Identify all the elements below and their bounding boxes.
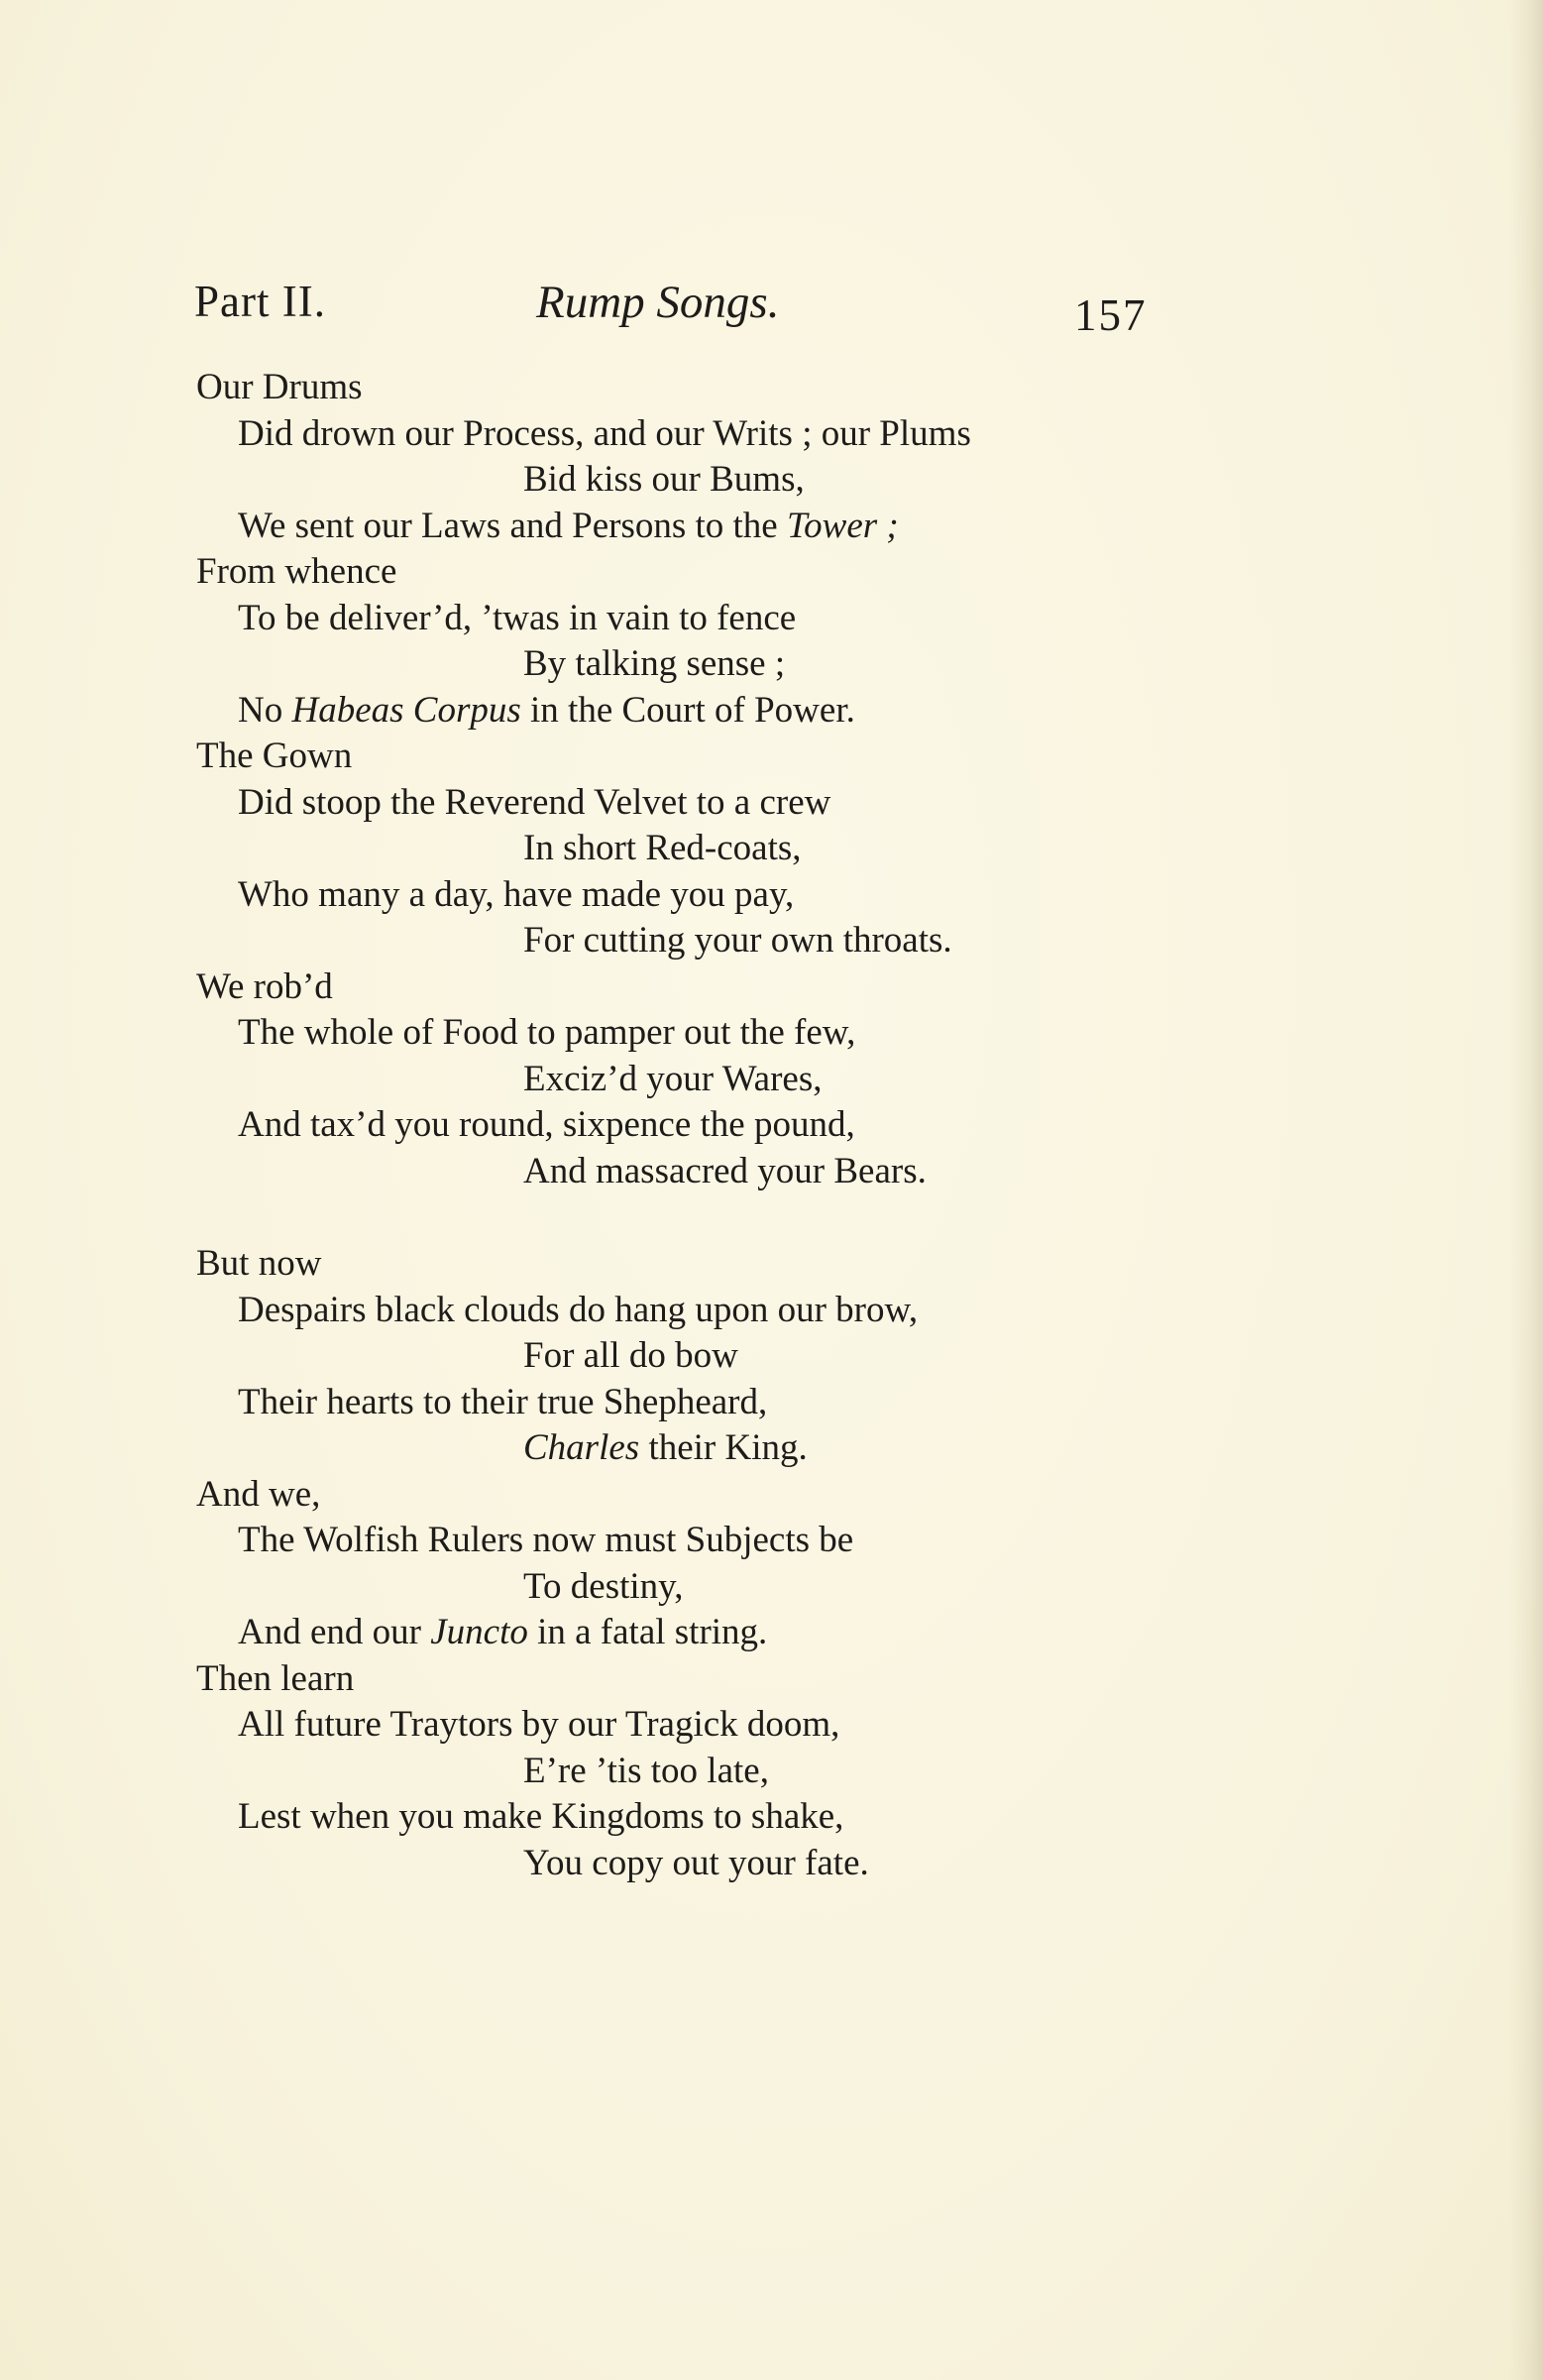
line-text: And end our [238, 1612, 431, 1652]
poem-line: And we, [196, 1474, 321, 1515]
poem-line: And massacred your Bears. [523, 1151, 927, 1191]
poem-line: The Wolfish Rulers now must Subjects be [238, 1520, 854, 1560]
poem-line [523, 1429, 808, 1466]
poem-line: Their hearts to their true Shepheard, [238, 1382, 768, 1422]
poem-line: But now [196, 1243, 322, 1284]
poem-line: Then learn [196, 1658, 355, 1699]
poem-line: Despairs black clouds do hang upon our brow, [238, 1290, 919, 1330]
page-edge-shadow [1509, 0, 1543, 2380]
poem-line: All future Traytors by our Tragick doom, [238, 1704, 840, 1745]
line-text: We sent our Laws and Persons to the [238, 506, 787, 546]
line-italic-text: Juncto [430, 1612, 528, 1652]
poem-line: Who many a day, have made you pay, [238, 874, 795, 915]
poem-line: To be deliver’d, ’twas in vain to fence [238, 598, 797, 638]
poem-line: Did drown our Process, and our Writs ; our Plums [238, 413, 971, 454]
running-title: Rump Songs. [536, 277, 780, 328]
poem-line: Lest when you make Kingdoms to shake, [238, 1796, 844, 1837]
running-part-label: Part II. [194, 277, 326, 326]
poem-line: From whence [196, 551, 397, 592]
poem-line: The whole of Food to pamper out the few, [238, 1012, 856, 1053]
poem-line: E’re ’tis too late, [523, 1751, 769, 1791]
poem-line [238, 692, 855, 729]
poem-line: The Gown [196, 736, 353, 776]
poem-line: You copy out your fate. [523, 1843, 869, 1883]
line-italic-text: Charles [523, 1427, 640, 1468]
poem-line: We rob’d [196, 966, 333, 1007]
poem-line: For all do bow [523, 1335, 738, 1376]
line-text: their King. [639, 1427, 808, 1468]
line-text: No [238, 690, 292, 731]
page-number: 157 [1074, 290, 1148, 340]
running-header [194, 276, 1156, 345]
poem-line: Our Drums [196, 367, 363, 407]
poem-line [238, 508, 899, 544]
poem-line: To destiny, [523, 1566, 684, 1607]
poem-line: For cutting your own throats. [523, 920, 952, 961]
line-text: in a fatal string. [527, 1612, 768, 1652]
line-italic-text: Habeas Corpus [291, 690, 521, 731]
line-italic-text: Tower ; [786, 506, 899, 546]
line-text: in the Court of Power. [520, 690, 855, 731]
poem-line [238, 1614, 767, 1650]
poem-line: In short Red-coats, [523, 828, 802, 868]
poem-line: Bid kiss our Bums, [523, 459, 805, 500]
poem-line: Exciz’d your Wares, [523, 1059, 823, 1099]
poem-line: By talking sense ; [523, 643, 786, 684]
poem-line: And tax’d you round, sixpence the pound, [238, 1104, 855, 1145]
poem-line: Did stoop the Reverend Velvet to a crew [238, 782, 831, 823]
